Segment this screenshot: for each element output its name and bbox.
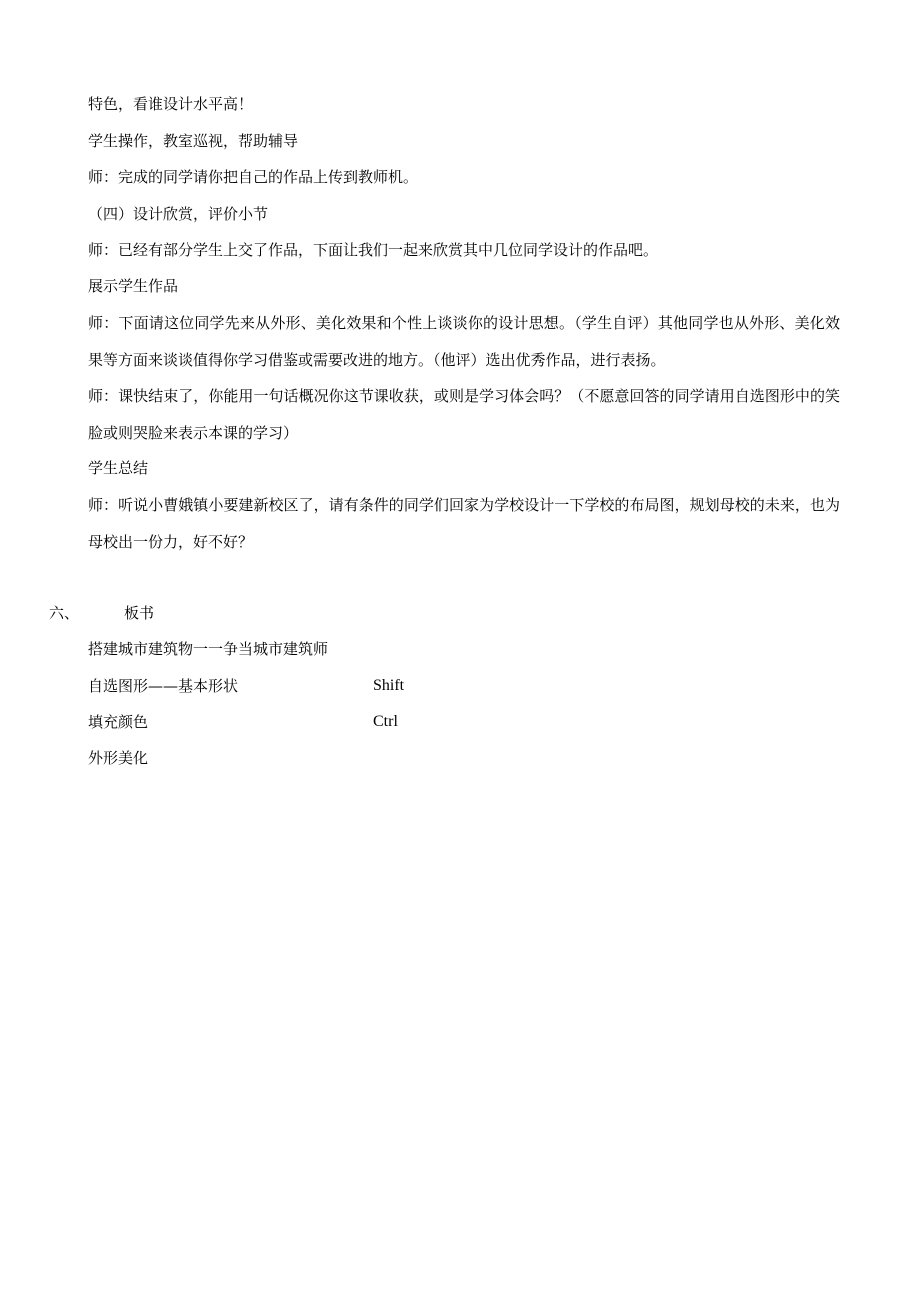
subsection-heading: （四）设计欣赏，评价小节 xyxy=(88,205,269,223)
shortcut-shift: Shift xyxy=(373,677,405,694)
paragraph-8: 师：课快结束了，你能用一句话概况你这节课收获，或则是学习体会吗？（不愿意回答的同学请用自选图形中的笑脸或则哭脸来表示本课的学习） xyxy=(88,387,840,442)
board-line-1: 搭建城市建筑物一一争当城市建筑师 xyxy=(88,640,329,658)
board-line-2: 自选图形——基本形状 xyxy=(88,677,239,695)
paragraph-3: 师：完成的同学请你把自己的作品上传到教师机。 xyxy=(88,168,419,186)
board-line-3: 填充颜色 xyxy=(88,713,149,731)
paragraph-7: 师：下面请这位同学先来从外形、美化效果和个性上谈谈你的设计思想。（学生自评）其他同学也从外形、美化效果等方面来谈谈值得你学习借鉴或需要改进的地方。（他评）选出优秀作品，进行表扬。 xyxy=(88,314,840,369)
paragraph-1: 特色，看谁设计水平高！ xyxy=(88,95,254,113)
paragraph-6: 展示学生作品 xyxy=(88,277,179,295)
paragraph-2: 学生操作，教室巡视，帮助辅导 xyxy=(88,132,299,150)
shortcut-ctrl: Ctrl xyxy=(373,713,398,730)
paragraph-10: 师：听说小曹娥镇小要建新校区了，请有条件的同学们回家为学校设计一下学校的布局图，规划母校的未来，也为母校出一份力，好不好？ xyxy=(88,496,840,551)
board-line-4: 外形美化 xyxy=(88,749,149,767)
section-number: 六、 xyxy=(49,604,80,622)
paragraph-9: 学生总结 xyxy=(88,459,149,477)
paragraph-5: 师：已经有部分学生上交了作品，下面让我们一起来欣赏其中几位同学设计的作品吧。 xyxy=(88,241,659,259)
section-title: 板书 xyxy=(124,604,155,622)
